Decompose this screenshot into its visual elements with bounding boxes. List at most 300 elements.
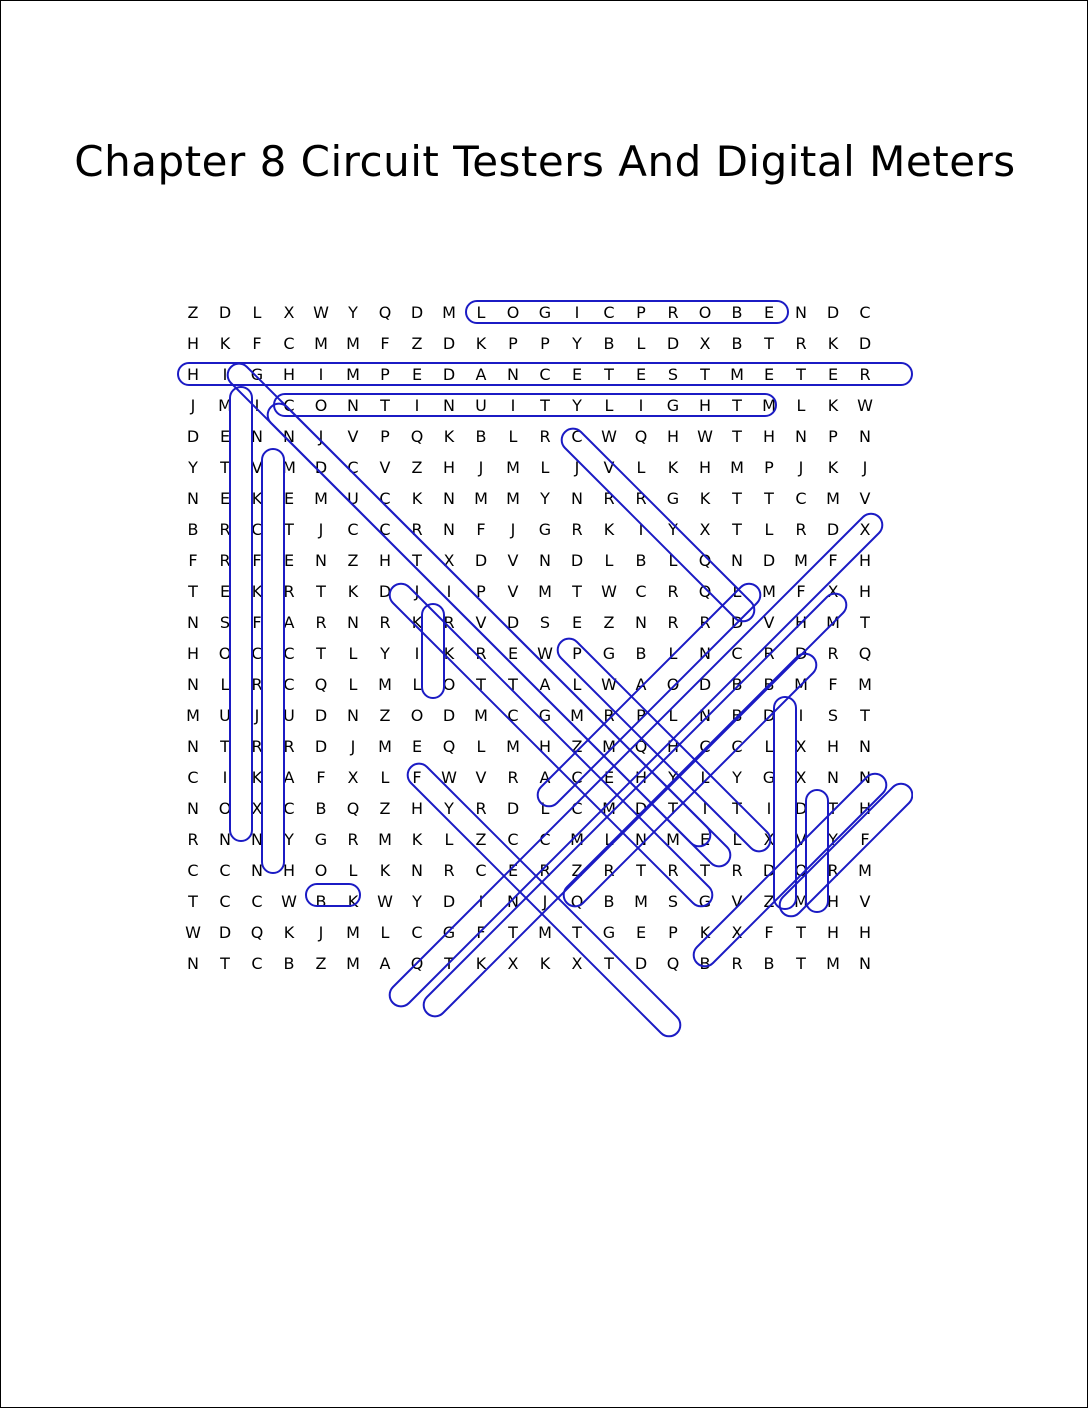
grid-letter: J — [542, 891, 548, 911]
grid-letter: L — [604, 829, 614, 849]
grid-letter: K — [411, 612, 423, 632]
grid-letter: N — [635, 829, 647, 849]
grid-letter: N — [283, 426, 295, 446]
grid-letter: G — [762, 767, 776, 787]
grid-letter: G — [538, 519, 552, 539]
grid-letter: T — [668, 798, 678, 818]
grid-letter: L — [604, 395, 614, 415]
grid-letter: M — [538, 581, 552, 601]
grid-letter: T — [860, 612, 870, 632]
grid-letter: Q — [442, 736, 456, 756]
grid-letter: C — [411, 922, 423, 942]
grid-letter: Z — [411, 457, 423, 477]
grid-letter: K — [443, 426, 455, 446]
grid-letter: C — [283, 798, 295, 818]
grid-letter: K — [827, 395, 839, 415]
grid-letter: D — [314, 705, 328, 725]
grid-letter: F — [316, 767, 326, 787]
grid-letter: D — [442, 364, 456, 384]
grid-letter: G — [698, 891, 712, 911]
grid-letter: I — [318, 364, 324, 384]
grid-letter: C — [571, 426, 583, 446]
grid-letter: E — [219, 581, 231, 601]
grid-letter: R — [475, 643, 487, 663]
grid-letter: G — [602, 643, 616, 663]
grid-letter: V — [507, 581, 519, 601]
grid-letter: Z — [571, 860, 583, 880]
grid-letter: M — [218, 395, 232, 415]
grid-letter: B — [635, 550, 647, 570]
grid-letter: T — [700, 364, 710, 384]
grid-letter: L — [476, 736, 486, 756]
grid-letter: R — [347, 829, 359, 849]
grid-letter: L — [252, 302, 262, 322]
grid-letter: Q — [410, 426, 424, 446]
grid-letter: T — [860, 705, 870, 725]
grid-letter: C — [603, 302, 615, 322]
grid-letter: T — [412, 550, 422, 570]
grid-letter: M — [826, 488, 840, 508]
grid-letter: D — [794, 798, 808, 818]
grid-letter: H — [698, 457, 712, 477]
grid-letter: L — [604, 550, 614, 570]
grid-letter: M — [826, 612, 840, 632]
grid-letter: H — [826, 736, 840, 756]
grid-letter: M — [762, 395, 776, 415]
grid-letter: H — [858, 550, 872, 570]
grid-letter: P — [572, 643, 582, 663]
grid-letter: C — [379, 488, 391, 508]
grid-letter: K — [347, 891, 359, 911]
grid-letter: L — [668, 643, 678, 663]
grid-letter: Y — [444, 798, 454, 818]
grid-letter: P — [476, 581, 486, 601]
page-title: Chapter 8 Circuit Testers And Digital Meters — [74, 137, 1016, 186]
grid-letter: H — [826, 922, 840, 942]
grid-letter: F — [828, 550, 838, 570]
grid-letter: E — [283, 550, 295, 570]
grid-letter: F — [476, 922, 486, 942]
grid-letter: F — [860, 829, 870, 849]
grid-letter: M — [762, 581, 776, 601]
grid-letter: F — [252, 612, 262, 632]
grid-letter: J — [190, 395, 196, 415]
grid-letter: A — [283, 612, 295, 632]
grid-letter: I — [254, 395, 260, 415]
grid-letter: M — [858, 860, 872, 880]
grid-letter: B — [763, 674, 775, 694]
grid-letter: C — [635, 581, 647, 601]
grid-letter: K — [219, 333, 231, 353]
grid-letter: D — [218, 922, 232, 942]
grid-letter: N — [699, 643, 711, 663]
grid-letter: T — [732, 395, 742, 415]
grid-letter: B — [731, 302, 743, 322]
grid-letter: O — [666, 674, 680, 694]
grid-letter: J — [478, 457, 484, 477]
grid-letter: T — [220, 736, 230, 756]
grid-letter: Y — [348, 302, 358, 322]
grid-letter: Q — [314, 674, 328, 694]
grid-letter: T — [444, 953, 454, 973]
grid-letter: H — [282, 860, 296, 880]
grid-letter: V — [763, 612, 775, 632]
grid-letter: P — [380, 426, 390, 446]
grid-letter: P — [668, 922, 678, 942]
grid-letter: K — [283, 922, 295, 942]
grid-letter: T — [732, 798, 742, 818]
grid-letter: D — [442, 891, 456, 911]
grid-letter: Q — [698, 581, 712, 601]
grid-letter: R — [827, 643, 839, 663]
grid-letter: K — [251, 581, 263, 601]
grid-letter: M — [346, 333, 360, 353]
grid-letter: N — [315, 550, 327, 570]
grid-letter: D — [666, 333, 680, 353]
grid-letter: E — [635, 922, 647, 942]
grid-letter: M — [378, 829, 392, 849]
grid-letter: Z — [763, 891, 775, 911]
grid-letter: V — [379, 457, 391, 477]
grid-letter: X — [795, 767, 807, 787]
grid-letter: R — [283, 736, 295, 756]
grid-letter: D — [698, 674, 712, 694]
grid-letter: I — [702, 798, 708, 818]
grid-letter: M — [186, 705, 200, 725]
grid-letter: G — [538, 705, 552, 725]
grid-letter: I — [414, 643, 420, 663]
grid-letter: L — [348, 643, 358, 663]
grid-letter: R — [603, 860, 615, 880]
grid-letter: V — [475, 612, 487, 632]
grid-letter: B — [475, 426, 487, 446]
grid-letter: Y — [412, 891, 422, 911]
grid-letter: P — [636, 302, 646, 322]
grid-letter: F — [252, 550, 262, 570]
grid-letter: W — [601, 674, 617, 694]
grid-letter: B — [315, 798, 327, 818]
grid-letter: F — [828, 674, 838, 694]
grid-letter: Y — [572, 333, 582, 353]
grid-letter: A — [379, 953, 391, 973]
grid-letter: C — [539, 829, 551, 849]
grid-letter: Z — [347, 550, 359, 570]
grid-letter: D — [410, 302, 424, 322]
grid-letter: C — [283, 643, 295, 663]
grid-letter: M — [506, 736, 520, 756]
grid-letter: N — [699, 705, 711, 725]
grid-letter: R — [603, 488, 615, 508]
grid-letter: J — [414, 581, 420, 601]
grid-letter: L — [668, 705, 678, 725]
grid-letter: O — [314, 395, 328, 415]
grid-letter: K — [667, 457, 679, 477]
grid-letter: O — [698, 302, 712, 322]
grid-letter: D — [730, 612, 744, 632]
grid-letter: N — [251, 860, 263, 880]
grid-letter: N — [443, 488, 455, 508]
grid-letter: Y — [540, 488, 550, 508]
grid-letter: X — [507, 953, 519, 973]
grid-letter: W — [601, 581, 617, 601]
grid-letter: D — [474, 550, 488, 570]
grid-letter: Q — [698, 550, 712, 570]
grid-letter: L — [764, 736, 774, 756]
grid-letter: X — [571, 953, 583, 973]
grid-letter: M — [634, 891, 648, 911]
grid-letter: D — [762, 860, 776, 880]
grid-letter: C — [539, 364, 551, 384]
grid-letter: S — [827, 705, 839, 725]
grid-letter: H — [186, 364, 200, 384]
grid-letter: T — [764, 488, 774, 508]
grid-letter: X — [699, 519, 711, 539]
grid-letter: Y — [284, 829, 294, 849]
grid-letter: V — [603, 457, 615, 477]
grid-letter: H — [634, 767, 648, 787]
grid-letter: E — [283, 488, 295, 508]
grid-letter: E — [635, 364, 647, 384]
grid-letter: N — [859, 736, 871, 756]
grid-letter: J — [318, 922, 324, 942]
grid-letter: L — [764, 519, 774, 539]
grid-letter: N — [187, 674, 199, 694]
grid-letter: I — [638, 519, 644, 539]
grid-letter: T — [572, 922, 582, 942]
grid-letter: I — [638, 395, 644, 415]
grid-letter: K — [379, 860, 391, 880]
grid-letter: C — [251, 519, 263, 539]
grid-letter: C — [219, 891, 231, 911]
grid-letter: L — [572, 674, 582, 694]
grid-letter: D — [314, 457, 328, 477]
grid-letter: N — [539, 550, 551, 570]
grid-letter: H — [666, 426, 680, 446]
grid-letter: O — [410, 705, 424, 725]
grid-letter: Z — [379, 705, 391, 725]
grid-letter: B — [315, 891, 327, 911]
grid-letter: H — [794, 612, 808, 632]
grid-letter: U — [475, 395, 487, 415]
grid-letter: M — [794, 891, 808, 911]
grid-letter: D — [794, 643, 808, 663]
grid-letter: W — [441, 767, 457, 787]
grid-letter: K — [827, 333, 839, 353]
grid-letter: H — [666, 736, 680, 756]
grid-letter: W — [601, 426, 617, 446]
grid-letter: V — [347, 426, 359, 446]
grid-letter: O — [506, 302, 520, 322]
grid-letter: T — [796, 364, 806, 384]
grid-letter: R — [603, 705, 615, 725]
grid-letter: M — [442, 302, 456, 322]
grid-letter: M — [346, 364, 360, 384]
grid-letter: L — [732, 829, 742, 849]
grid-letter: S — [539, 612, 551, 632]
grid-letter: T — [732, 488, 742, 508]
grid-letter: Y — [572, 395, 582, 415]
grid-letter: A — [635, 674, 647, 694]
grid-letter: K — [475, 333, 487, 353]
grid-letter: R — [571, 519, 583, 539]
grid-letter: Z — [315, 953, 327, 973]
grid-letter: T — [700, 860, 710, 880]
grid-letter: N — [859, 767, 871, 787]
grid-letter: X — [731, 922, 743, 942]
grid-letter: C — [283, 674, 295, 694]
grid-letter: R — [475, 798, 487, 818]
grid-letter: L — [540, 457, 550, 477]
grid-letter: R — [443, 860, 455, 880]
grid-letter: C — [507, 705, 519, 725]
grid-letter: C — [347, 457, 359, 477]
grid-letter: B — [731, 333, 743, 353]
grid-letter: D — [570, 550, 584, 570]
grid-letter: X — [283, 302, 295, 322]
grid-letter: J — [318, 426, 324, 446]
grid-letter: X — [699, 333, 711, 353]
grid-letter: D — [442, 333, 456, 353]
grid-letter: N — [219, 829, 231, 849]
grid-letter: P — [540, 333, 550, 353]
grid-letter: N — [347, 395, 359, 415]
grid-letter: O — [442, 674, 456, 694]
grid-letter: T — [796, 953, 806, 973]
grid-letter: C — [347, 519, 359, 539]
grid-letter: C — [283, 333, 295, 353]
grid-letter: M — [794, 550, 808, 570]
grid-letter: W — [857, 395, 873, 415]
grid-letter: R — [187, 829, 199, 849]
grid-letter: G — [250, 364, 264, 384]
grid-letter: G — [666, 488, 680, 508]
grid-letter: N — [187, 798, 199, 818]
letter-grid — [177, 297, 913, 1041]
grid-letter: N — [251, 426, 263, 446]
grid-letter: Q — [378, 302, 392, 322]
grid-letter: M — [730, 457, 744, 477]
grid-letter: N — [187, 736, 199, 756]
grid-letter: I — [478, 891, 484, 911]
grid-letter: I — [222, 364, 228, 384]
grid-letter: R — [635, 488, 647, 508]
grid-letter: O — [314, 860, 328, 880]
grid-letter: P — [764, 457, 774, 477]
grid-letter: T — [636, 860, 646, 880]
grid-letter: K — [443, 643, 455, 663]
grid-letter: H — [858, 922, 872, 942]
grid-letter: C — [699, 736, 711, 756]
grid-letter: C — [251, 643, 263, 663]
grid-letter: M — [346, 953, 360, 973]
grid-letter: T — [476, 674, 486, 694]
grid-letter: R — [283, 581, 295, 601]
grid-letter: M — [378, 674, 392, 694]
grid-letter: K — [699, 922, 711, 942]
grid-letter: B — [283, 953, 295, 973]
grid-letter: R — [667, 581, 679, 601]
grid-letter: N — [507, 364, 519, 384]
grid-letter: E — [699, 829, 711, 849]
grid-letter: F — [380, 333, 390, 353]
grid-letter: Y — [668, 519, 678, 539]
grid-letter: L — [476, 302, 486, 322]
grid-letter: K — [475, 953, 487, 973]
grid-letter: D — [826, 302, 840, 322]
grid-letter: D — [634, 798, 648, 818]
grid-letter: D — [634, 953, 648, 973]
grid-letter: Q — [410, 953, 424, 973]
grid-letter: W — [537, 643, 553, 663]
grid-letter: N — [187, 488, 199, 508]
grid-letter: F — [188, 550, 198, 570]
grid-letter: N — [795, 426, 807, 446]
grid-letter: V — [251, 457, 263, 477]
grid-letter: V — [859, 891, 871, 911]
grid-letter: V — [475, 767, 487, 787]
grid-letter: Y — [828, 829, 838, 849]
grid-letter: T — [604, 364, 614, 384]
grid-letter: Z — [571, 736, 583, 756]
grid-letter: Y — [732, 767, 742, 787]
grid-letter: T — [508, 674, 518, 694]
grid-letter: R — [731, 860, 743, 880]
grid-letter: T — [508, 922, 518, 942]
grid-letter: U — [219, 705, 231, 725]
grid-letter: C — [251, 953, 263, 973]
grid-letter: N — [443, 519, 455, 539]
grid-letter: S — [667, 891, 679, 911]
grid-letter: P — [380, 364, 390, 384]
grid-letter: K — [251, 488, 263, 508]
grid-letter: M — [602, 736, 616, 756]
grid-letter: G — [666, 395, 680, 415]
grid-letter: N — [187, 953, 199, 973]
grid-letter: M — [858, 674, 872, 694]
grid-letter: Q — [570, 891, 584, 911]
grid-letter: R — [667, 612, 679, 632]
grid-letter: K — [411, 488, 423, 508]
grid-letter: T — [284, 519, 294, 539]
grid-letter: B — [699, 953, 711, 973]
grid-letter: N — [347, 612, 359, 632]
word-search-grid-container — [177, 297, 913, 1041]
grid-letter: G — [602, 922, 616, 942]
grid-letter: E — [603, 767, 615, 787]
grid-letter: V — [507, 550, 519, 570]
grid-letter: S — [667, 364, 679, 384]
grid-letter: H — [410, 798, 424, 818]
grid-letter: Q — [634, 426, 648, 446]
grid-letter: E — [507, 860, 519, 880]
grid-letter: K — [411, 829, 423, 849]
grid-letter: E — [507, 643, 519, 663]
grid-letter: U — [347, 488, 359, 508]
grid-letter: I — [222, 767, 228, 787]
grid-letter: L — [220, 674, 230, 694]
grid-letter: X — [859, 519, 871, 539]
grid-letter: J — [798, 457, 804, 477]
grid-letter: O — [218, 798, 232, 818]
grid-letter: T — [732, 519, 742, 539]
grid-letter: D — [378, 581, 392, 601]
grid-letter: Q — [250, 922, 264, 942]
grid-letter: X — [347, 767, 359, 787]
grid-letter: T — [316, 643, 326, 663]
grid-letter: R — [443, 612, 455, 632]
grid-letter: G — [538, 302, 552, 322]
grid-letter: C — [571, 798, 583, 818]
